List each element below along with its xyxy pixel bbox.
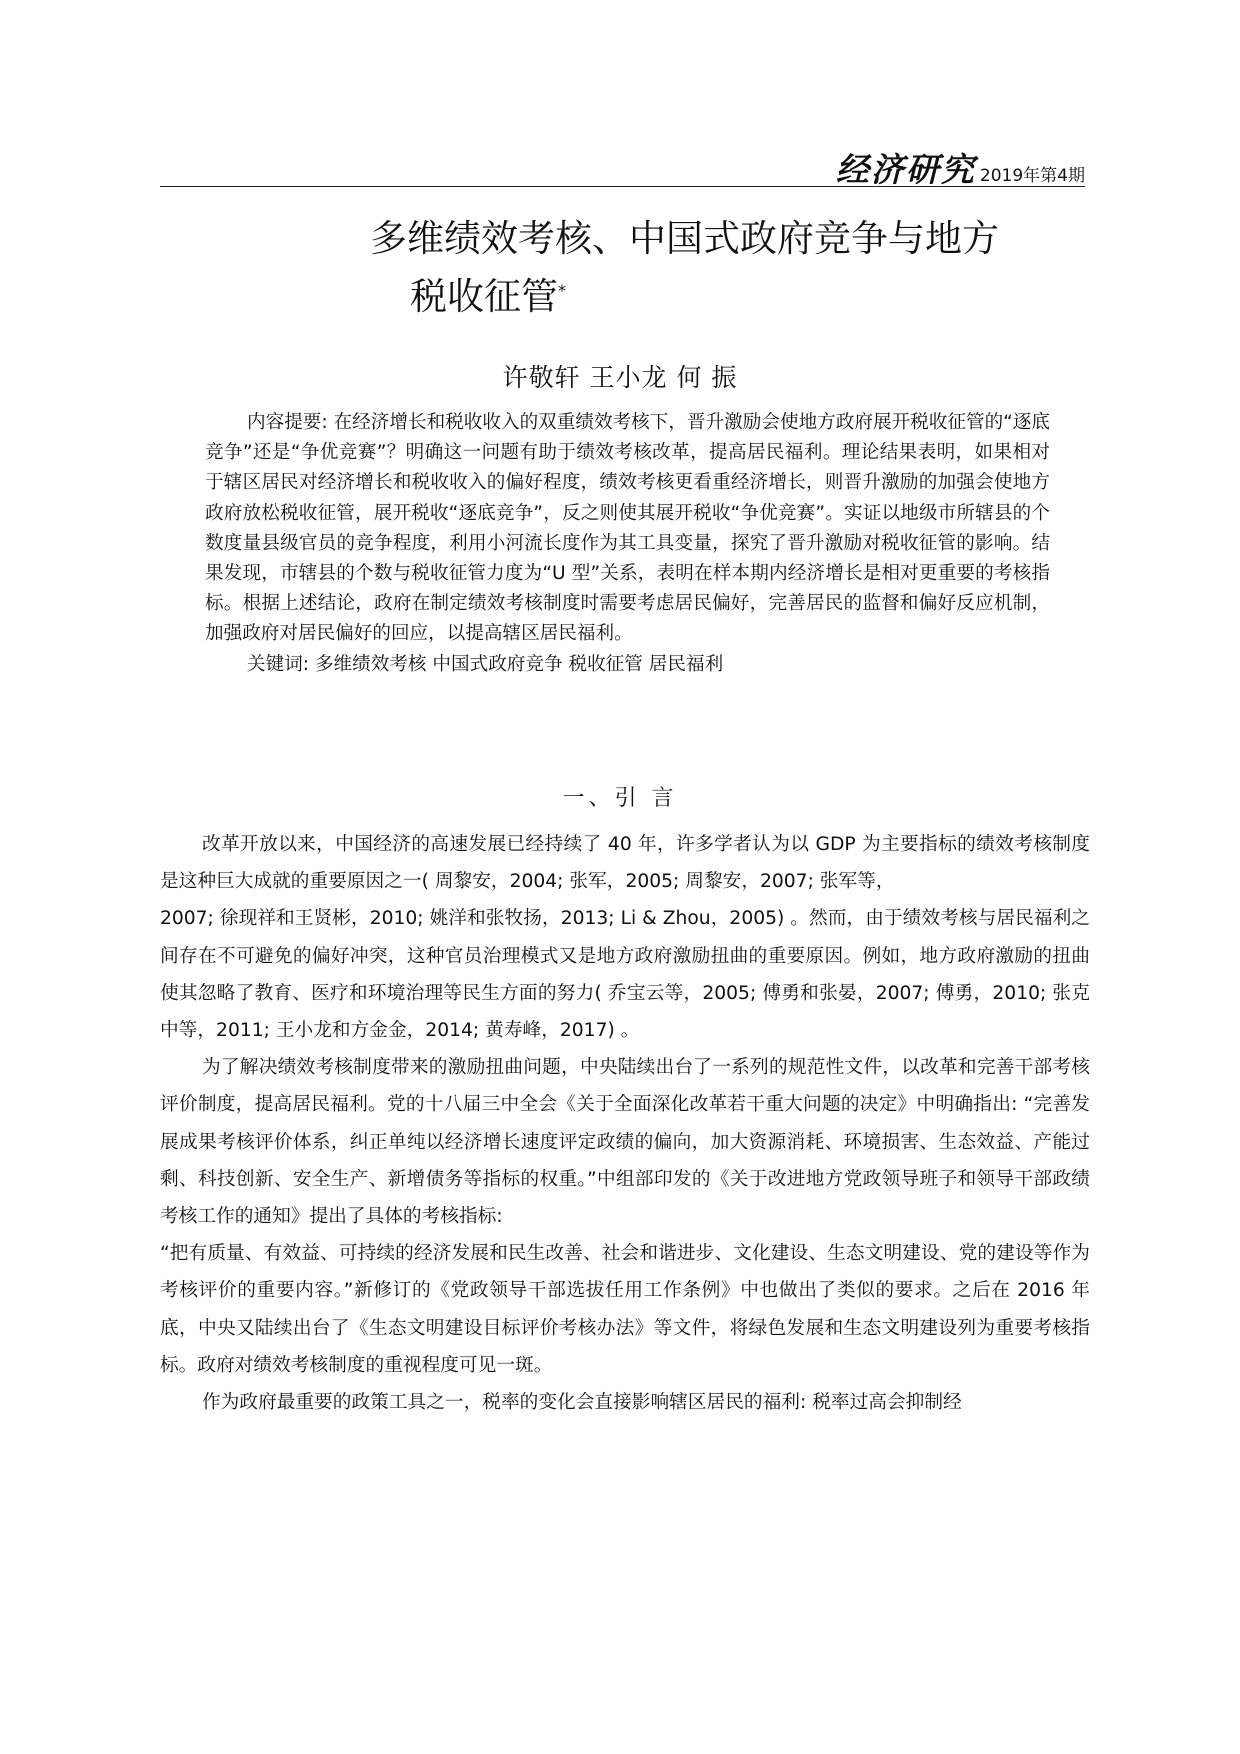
body-paragraph-2: 2007; 徐现祥和王贤彬，2010; 姚洋和张牧扬，2013; Li & Zhou，2005) 。然而，由于绩效考核与居民福利之间存在不可避免的偏好冲突，这种官员治理模式又是地方政府激励扭曲的重要原因。例如，地方政府激励的扭曲使其忽略了教育、医疗和环境治理等民生方面的努力( 乔宝云等，2005; 傅勇和张晏，2007; 傅勇，2010; 张克中等，2011; 王小龙和方金金，2014; 黄寿峰，2017) 。 [160, 908, 1090, 1042]
title-line-2-text: 税收征管 [410, 275, 558, 318]
journal-issue: 2019年第4期 [979, 166, 1085, 186]
title-line-1: 多维绩效考核、中国式政府竞争与地方 [370, 217, 999, 260]
journal-masthead [836, 144, 1085, 191]
abstract [205, 408, 1050, 680]
body-text [160, 826, 1090, 1421]
body-paragraph-1: 改革开放以来，中国经济的高速发展已经持续了 40 年，许多学者认为以 GDP 为主要指标的绩效考核制度是这种巨大成就的重要原因之一( 周黎安，2004; 张军，2005; 周黎安，2007; 张军等， [160, 834, 1090, 893]
journal-logo: 经济研究 [835, 150, 976, 189]
body-paragraph-4: “把有质量、有效益、可持续的经济发展和民生改善、社会和谐进步、文化建设、生态文明建设、党的建设等作为考核评价的重要内容。”新修订的《党政领导干部选拔任用工作条例》中也做出了类似的要求。之后在 2016 年底，中央又陆续出台了《生态文明建设目标评价考核办法》等文件，将绿色发展和生态文明建设列为重要考核指标。政府对绩效考核制度的重视程度可见一斑。 [160, 1243, 1090, 1376]
body-paragraph-5: 作为政府最重要的政策工具之一，税率的变化会直接影响辖区居民的福利: 税率过高会抑制经 [202, 1392, 962, 1414]
keywords: 关键词: 多维绩效考核 中国式政府竞争 税收征管 居民福利 [247, 653, 724, 675]
running-header [160, 140, 1085, 187]
body-paragraph-3: 为了解决绩效考核制度带来的激励扭曲问题，中央陆续出台了一系列的规范性文件，以改革和完善干部考核评价制度，提高居民福利。党的十八届三中全会《关于全面深化改革若干重大问题的决定》中明确指出: “完善发展成果考核评价体系，纠正单纯以经济增长速度评定政绩的偏向，加大资源消耗、环境损害、生态效益、产能过剩、科技创新、安全生产、新增债务等指标的权重。”中组部印发的《关于改进地方党政领导班子和领导干部政绩考核工作的通知》提出了具体的考核指标: [160, 1057, 1090, 1228]
title-footnote-mark: * [558, 281, 566, 300]
title-line-2 [370, 268, 1090, 326]
author-list: 许敬轩 王小龙 何 振 [502, 363, 738, 392]
article-title [370, 210, 1090, 326]
abstract-text: 内容提要: 在经济增长和税收收入的双重绩效考核下，晋升激励会使地方政府展开税收征管的“逐底竞争”还是“争优竞赛”？明确这一问题有助于绩效考核改革，提高居民福利。理论结果表明，如果相对于辖区居民对经济增长和税收收入的偏好程度，绩效考核更看重经济增长，则晋升激励的加强会使地方政府放松税收征管，展开税收“逐底竞争”，反之则使其展开税收“争优竞赛”。实证以地级市所辖县的个数度量县级官员的竞争程度，利用小河流长度作为其工具变量，探究了晋升激励对税收征管的影响。结果发现，市辖县的个数与税收征管力度为“U 型”关系，表明在样本期内经济增长是相对更重要的考核指标。根据上述结论，政府在制定绩效考核制度时需要考虑居民偏好，完善居民的监督和偏好反应机制，加强政府对居民偏好的回应，以提高辖区居民福利。 [205, 412, 1050, 645]
section-heading-introduction: 一、引 言 [562, 786, 678, 811]
